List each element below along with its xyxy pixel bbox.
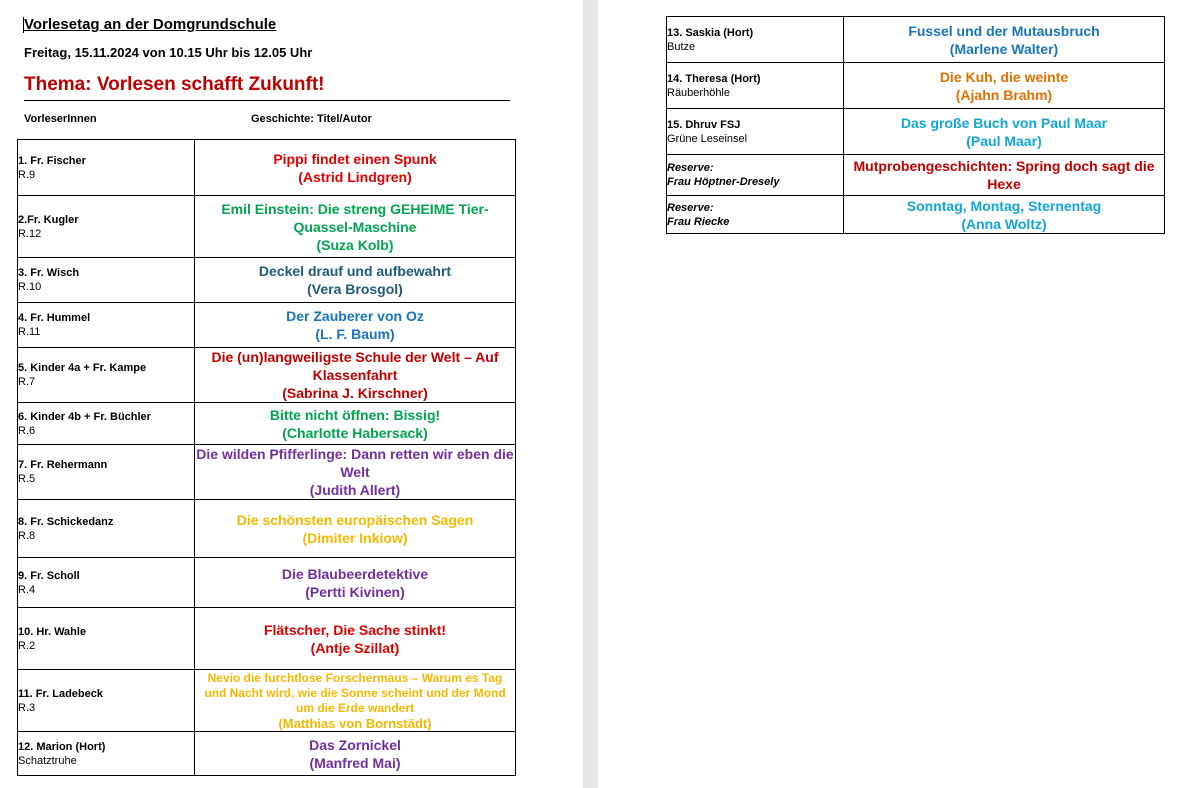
reader-cell xyxy=(18,732,195,776)
reader-name: 1. Fr. Fischer xyxy=(18,154,86,167)
reader-room: R.2 xyxy=(18,639,36,652)
reader-cell xyxy=(18,348,195,403)
table-row xyxy=(667,196,1165,234)
table-row xyxy=(667,63,1165,109)
story-cell xyxy=(195,403,516,445)
story-title: Das Zornickel xyxy=(309,736,401,753)
table-row xyxy=(18,608,516,670)
reader-room: Frau Höptner-Dresely xyxy=(667,176,780,188)
story-author: (Dimiter Inkiow) xyxy=(302,529,408,546)
story-author: (Sabrina J. Kirschner) xyxy=(282,385,428,401)
reader-name: 9. Fr. Scholl xyxy=(18,569,80,582)
reader-room: R.11 xyxy=(18,326,41,338)
story-title: Flätscher, Die Sache stinkt! xyxy=(263,621,447,638)
story-author: (Pertti Kivinen) xyxy=(305,583,405,600)
reader-cell xyxy=(18,303,195,348)
story-title: Bitte nicht öffnen: Bissig! xyxy=(269,406,441,423)
story-author: (Antje Szillat) xyxy=(310,639,400,656)
reader-name: 7. Fr. Rehermann xyxy=(18,459,108,471)
story-cell xyxy=(195,348,516,403)
reader-cell xyxy=(18,196,195,258)
table-row xyxy=(18,500,516,558)
table-row xyxy=(667,17,1165,63)
story-cell xyxy=(195,608,516,670)
story-author: (Marlene Walter) xyxy=(949,40,1059,57)
reader-room: Frau Riecke xyxy=(667,215,730,228)
story-author: (Charlotte Habersack) xyxy=(282,424,428,441)
document-title: Vorlesetag an der Domgrundschule xyxy=(24,16,277,33)
story-author: (Vera Brosgol) xyxy=(307,281,403,297)
story-author: (L. F. Baum) xyxy=(315,326,395,342)
reader-cell xyxy=(18,445,195,500)
story-title: Pippi findet einen Spunk xyxy=(273,150,437,167)
schedule-table-right xyxy=(666,16,1165,234)
reader-cell xyxy=(18,500,195,558)
reader-cell xyxy=(18,558,195,608)
column-header-readers: VorleserInnen xyxy=(24,113,97,125)
table-row xyxy=(667,155,1165,196)
reader-cell xyxy=(667,196,844,234)
story-title: Der Zauberer von Oz xyxy=(286,308,424,324)
reader-name: Reserve: xyxy=(667,162,714,174)
story-title: Mutprobengeschichten: Spring doch sagt die Hexe xyxy=(853,158,1155,192)
reader-room: R.4 xyxy=(18,583,36,596)
document-page-left xyxy=(0,0,583,788)
story-author: (Judith Allert) xyxy=(309,482,401,498)
story-cell xyxy=(195,670,516,732)
table-row xyxy=(18,403,516,445)
story-cell xyxy=(195,445,516,500)
reader-name: 2.Fr. Kugler xyxy=(18,213,79,226)
reader-name: 3. Fr. Wisch xyxy=(18,267,80,279)
story-title: Die wilden Pfifferlinge: Dann retten wir eben die Welt xyxy=(196,446,514,480)
column-header-story: Geschichte: Titel/Autor xyxy=(251,113,372,125)
story-author: (Ajahn Brahm) xyxy=(955,86,1053,103)
reader-name: 15. Dhruv FSJ xyxy=(667,118,741,131)
story-cell xyxy=(195,140,516,196)
reader-name: 10. Hr. Wahle xyxy=(18,625,87,638)
reader-room: R.9 xyxy=(18,168,36,181)
table-row xyxy=(18,140,516,196)
reader-room: R.3 xyxy=(18,701,36,714)
reader-room: Schatztruhe xyxy=(18,754,77,767)
event-theme: Thema: Vorlesen schafft Zukunft! xyxy=(24,74,325,95)
reader-room: R.10 xyxy=(18,281,42,293)
reader-cell xyxy=(667,17,844,63)
story-title: Die schönsten europäischen Sagen xyxy=(236,511,474,528)
reader-room: R.6 xyxy=(18,424,36,437)
story-cell xyxy=(844,155,1165,196)
table-row xyxy=(18,445,516,500)
table-row xyxy=(667,109,1165,155)
reader-cell xyxy=(667,155,844,196)
reader-room: R.7 xyxy=(18,376,36,388)
theme-underline xyxy=(24,100,510,101)
story-title: Nevio die furchtlose Forschermaus – Warum es Tag und Nacht wird, wie die Sonne scheint und der Mond um die Erde wandert xyxy=(204,670,506,715)
reader-room: R.12 xyxy=(18,227,42,240)
reader-room: Grüne Leseinsel xyxy=(667,132,748,145)
reader-cell xyxy=(667,63,844,109)
reader-cell xyxy=(18,140,195,196)
story-title: Deckel drauf und aufbewahrt xyxy=(258,263,452,279)
table-row xyxy=(18,670,516,732)
story-cell xyxy=(844,17,1165,63)
reader-name: 11. Fr. Ladebeck xyxy=(18,687,103,700)
story-author: (Matthias von Bornstädt) xyxy=(278,715,432,731)
story-author: (Suza Kolb) xyxy=(316,236,394,253)
table-row xyxy=(18,732,516,776)
story-title: Fussel und der Mutausbruch xyxy=(908,22,1100,39)
table-row xyxy=(18,348,516,403)
story-cell xyxy=(195,196,516,258)
table-row xyxy=(18,258,516,303)
story-cell xyxy=(195,500,516,558)
reader-cell xyxy=(18,258,195,303)
reader-cell xyxy=(18,670,195,732)
reader-cell xyxy=(18,403,195,445)
reader-room: Butze xyxy=(667,40,696,53)
reader-name: 14. Theresa (Hort) xyxy=(667,72,761,85)
reader-name: 4. Fr. Hummel xyxy=(18,312,91,324)
reader-name: 12. Marion (Hort) xyxy=(18,740,106,753)
document-page-right xyxy=(598,0,1178,788)
table-row xyxy=(18,558,516,608)
table-row xyxy=(18,303,516,348)
reader-room: R.5 xyxy=(18,473,36,485)
reader-room: Räuberhöhle xyxy=(667,86,730,99)
story-cell xyxy=(195,258,516,303)
story-title: Emil Einstein: Die streng GEHEIME Tier-Quassel-Maschine xyxy=(221,200,489,235)
reader-name: Reserve: xyxy=(667,201,714,214)
table-row xyxy=(18,196,516,258)
story-title: Die Blaubeerdetektive xyxy=(281,565,429,582)
story-title: Das große Buch von Paul Maar xyxy=(900,114,1108,131)
story-author: (Manfred Mai) xyxy=(309,754,401,771)
story-author: (Paul Maar) xyxy=(966,132,1042,149)
reader-cell xyxy=(667,109,844,155)
story-cell xyxy=(195,732,516,776)
story-cell xyxy=(195,303,516,348)
reader-name: 5. Kinder 4a + Fr. Kampe xyxy=(18,362,147,374)
reader-room: R.8 xyxy=(18,529,36,542)
reader-name: 8. Fr. Schickedanz xyxy=(18,515,114,528)
story-title: Die (un)langweiligste Schule der Welt – Auf Klassenfahrt xyxy=(211,349,499,383)
schedule-table-left xyxy=(17,139,516,776)
story-cell xyxy=(195,558,516,608)
story-title: Sonntag, Montag, Sternentag xyxy=(906,197,1102,214)
reader-name: 6. Kinder 4b + Fr. Büchler xyxy=(18,410,151,423)
story-cell xyxy=(844,196,1165,234)
reader-name: 13. Saskia (Hort) xyxy=(667,26,754,39)
story-author: (Anna Woltz) xyxy=(961,215,1047,232)
story-author: (Astrid Lindgren) xyxy=(298,168,412,185)
story-cell xyxy=(844,63,1165,109)
event-date: Freitag, 15.11.2024 von 10.15 Uhr bis 12.05 Uhr xyxy=(24,45,313,60)
story-title: Die Kuh, die weinte xyxy=(939,68,1069,85)
reader-cell xyxy=(18,608,195,670)
story-cell xyxy=(844,109,1165,155)
